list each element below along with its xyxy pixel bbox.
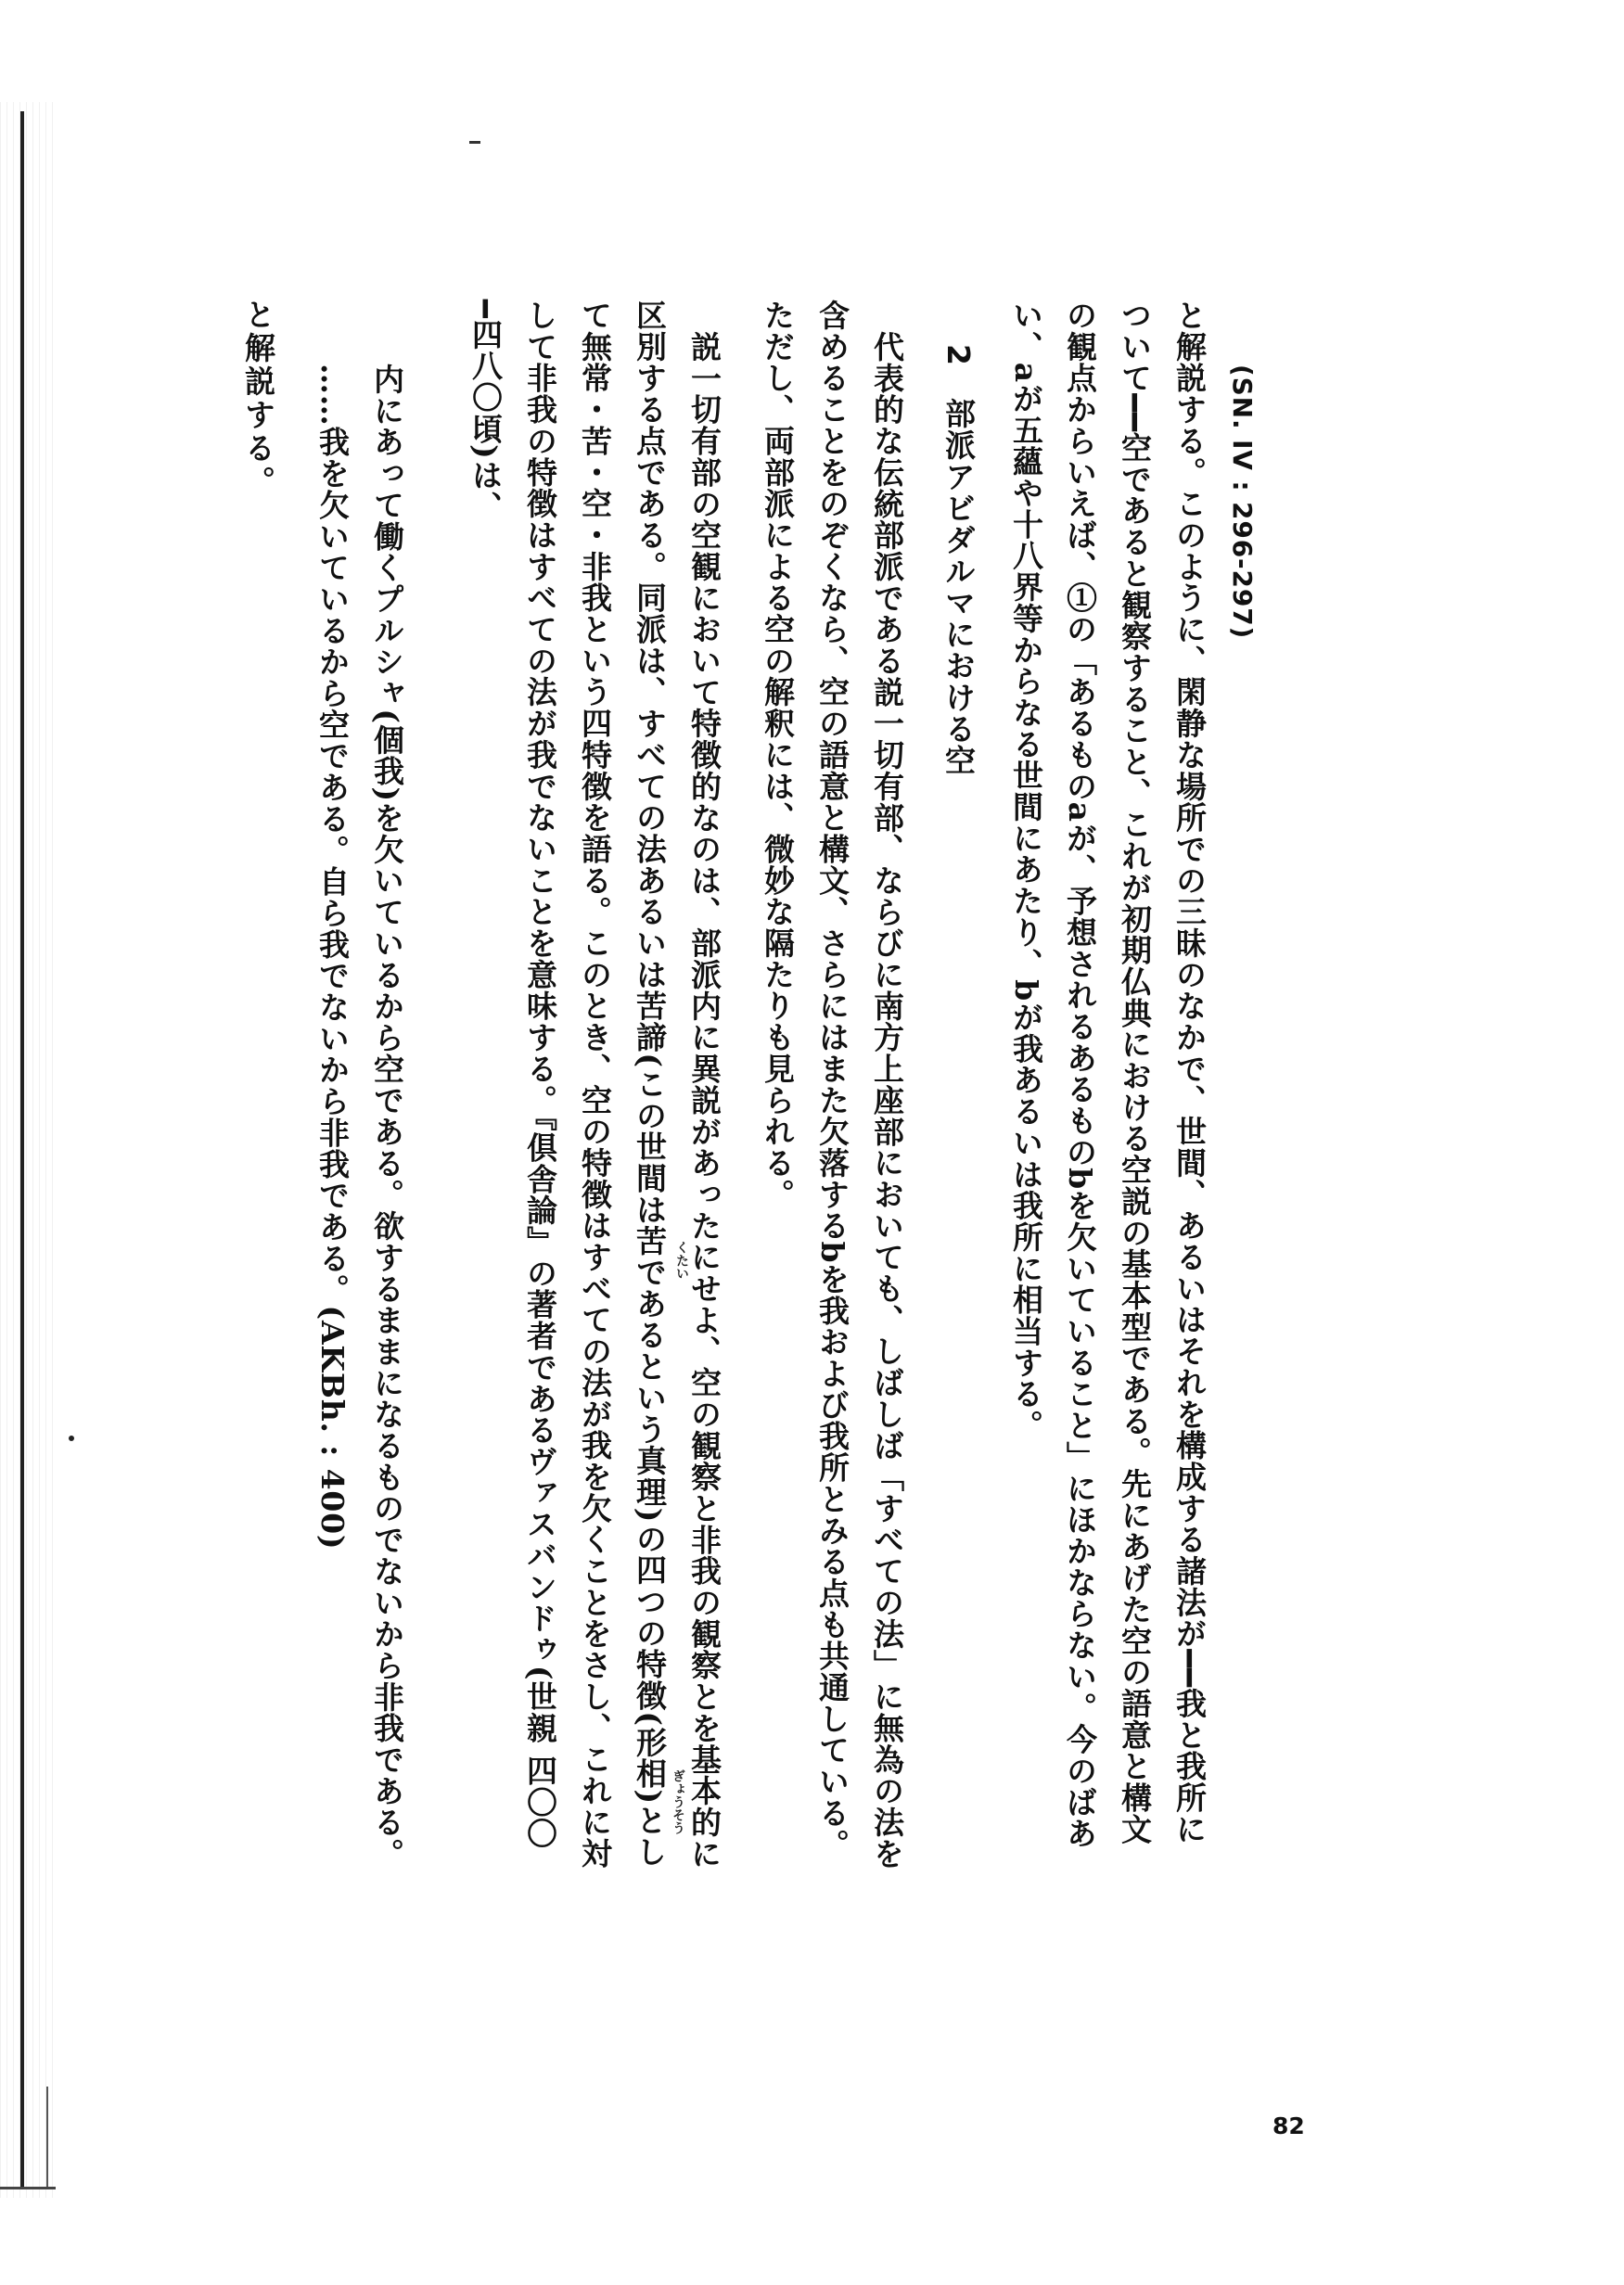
quote-column-1: 内にあって働くプルシャ(個我)を欠いているから空である。欲するままになるものでないから非我である。 bbox=[369, 364, 405, 1870]
section-heading: 2 部派アビダルマにおける空 bbox=[940, 344, 977, 776]
scan-edge-bottom bbox=[0, 2187, 56, 2189]
text-column-4: い、aが五蘊や十八界等からなる世間にあたり、bが我あるいは我所に相当する。 bbox=[1008, 300, 1044, 1441]
scan-mark bbox=[469, 141, 480, 144]
text-column-1: と解説する。このように、閑静な場所での三昧のなかで、世間、あるいはそれを構成する諸法が━━我と我所に bbox=[1171, 300, 1208, 1845]
text-column-3: の観点からいえば、①の「あるものaが、予想されるあるものbを欠いていること」にほかならない。今のばあ bbox=[1062, 300, 1098, 1849]
text-column-5: 代表的な伝統部派である説一切有部、ならびに南方上座部においても、しばしば「すべての法」に無為の法を bbox=[869, 331, 905, 1870]
scan-edge-shadow bbox=[0, 102, 56, 2198]
text-column-6: 含めることをのぞくなら、空の語意と構文、さらにはまた欠落するbを我および我所とみる点も共通している。 bbox=[814, 300, 850, 1860]
ruby-kutai: くたい bbox=[674, 1241, 689, 1280]
quote-column-2: ……我を欠いているから空である。自ら我でないから非我である。(AKBh. : 400) bbox=[314, 364, 351, 1551]
text-column-9: 区別する点である。同派は、すべての法あるいは苦諦(この世間は苦であるという真理)の四つの特徴(形相)とし bbox=[632, 300, 668, 1868]
text-column-8: 説一切有部の空観において特徴的なのは、部派内に異説があったにせよ、空の観察と非我の観察とを基本的に bbox=[686, 331, 722, 1870]
scan-edge-line bbox=[20, 111, 24, 2189]
scan-dot bbox=[69, 1436, 74, 1441]
text-column-12: ━四八〇頃)は、 bbox=[467, 300, 504, 523]
page-number: 82 bbox=[1272, 2113, 1305, 2139]
text-column-2: ついて━━空であると観察すること、これが初期仏典における空説の基本型である。先にあげた空の語意と構文 bbox=[1117, 300, 1153, 1845]
text-column-13: と解説する。 bbox=[240, 299, 276, 499]
citation-column: (SN. IV : 296-297) bbox=[1227, 364, 1258, 640]
ruby-gyousou: ぎょうそう bbox=[671, 1769, 685, 1834]
scan-edge-line-short bbox=[46, 2087, 48, 2189]
text-column-7: ただし、両部派による空の解釈には、微妙な隔たりも見られる。 bbox=[760, 300, 796, 1210]
text-column-11: して非我の特徴はすべての法が我でないことを意味する。『倶舎論』の著者であるヴァスバンドゥ(世親 四〇〇 bbox=[522, 300, 558, 1849]
text-column-10: て無常・苦・空・非我という四特徴を語る。このとき、空の特徴はすべての法が我を欠くことをさし、これに対 bbox=[577, 300, 613, 1870]
